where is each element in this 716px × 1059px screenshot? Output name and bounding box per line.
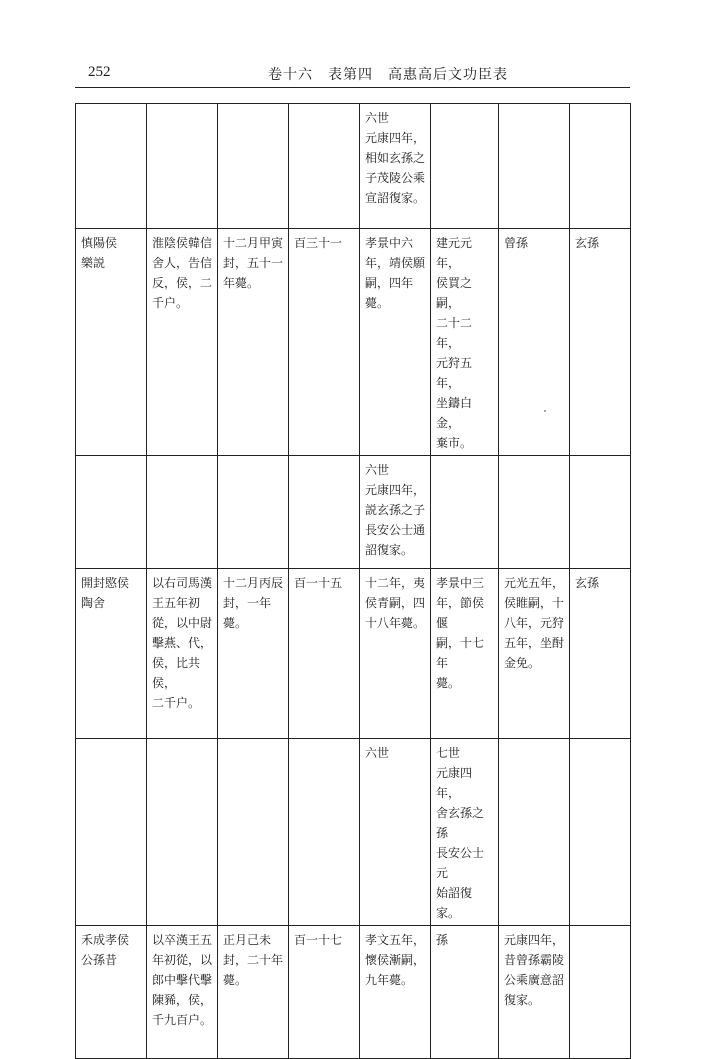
- table-cell: [431, 739, 499, 926]
- table-row: [76, 229, 631, 456]
- table-cell: [570, 456, 631, 569]
- table-cell: [431, 926, 499, 1059]
- table-cell: [218, 739, 289, 926]
- table-cell: [499, 739, 570, 926]
- table-cell: [147, 569, 218, 739]
- table-cell: [431, 104, 499, 229]
- table-cell: [360, 104, 431, 229]
- cell-text: 六世: [365, 746, 390, 760]
- table-cell: [431, 229, 499, 456]
- table-row: [76, 739, 631, 926]
- cell-text: 十二年，夷 侯青嗣，四 十八年薨。: [365, 576, 426, 630]
- table-cell: [431, 569, 499, 739]
- cell-text: 孝景中六 年，靖侯願 嗣，四年薨。: [365, 236, 426, 310]
- genealogy-table: [75, 103, 631, 1059]
- page-number: 252: [88, 64, 111, 80]
- cell-text: 淮陰侯韓信 舍人，告信 反，侯，二 千户。: [152, 236, 213, 310]
- cell-text: 以卒漢王五 年初從，以 郎中擊代擊 陳豨，侯， 千九百户。: [152, 933, 213, 1027]
- table-cell: [76, 739, 147, 926]
- table-cell: [499, 456, 570, 569]
- cell-text: 玄孫: [575, 236, 600, 250]
- table-cell: [147, 229, 218, 456]
- cell-text: 開封愍侯 陶舍: [81, 576, 130, 610]
- table-cell: [76, 926, 147, 1059]
- table-cell: [360, 229, 431, 456]
- cell-text: 六世 元康四年， 相如玄孫之 子茂陵公乘 宣詔復家。: [365, 111, 426, 205]
- table-cell: [570, 229, 631, 456]
- table-cell: [218, 229, 289, 456]
- cell-text: 玄孫: [575, 576, 600, 590]
- table-cell: [360, 739, 431, 926]
- cell-text: 孝文五年， 懷侯漸嗣， 九年薨。: [365, 933, 426, 987]
- table-cell: [289, 569, 360, 739]
- table-cell: [218, 104, 289, 229]
- table-cell: [147, 926, 218, 1059]
- table-cell: [76, 104, 147, 229]
- cell-text: 曾孫: [504, 236, 529, 250]
- table-row: [76, 456, 631, 569]
- table-cell: [360, 926, 431, 1059]
- cell-text: 孫: [436, 933, 449, 947]
- table-cell: [289, 229, 360, 456]
- table-cell: [218, 569, 289, 739]
- table-cell: [218, 926, 289, 1059]
- cell-text: 禾成孝侯 公孫昔: [81, 933, 130, 967]
- table-cell: [218, 456, 289, 569]
- header-rule: [75, 87, 630, 88]
- table-row: [76, 926, 631, 1059]
- table-cell: [360, 569, 431, 739]
- table-cell: [431, 456, 499, 569]
- cell-text: 元康四年， 昔曾孫霸陵 公乘廣意詔 復家。: [504, 933, 565, 1007]
- table-cell: [499, 104, 570, 229]
- cell-text: 百一十五: [294, 576, 343, 590]
- table-cell: [499, 229, 570, 456]
- running-head: 卷十六 表第四 高惠高后文功臣表: [268, 67, 508, 83]
- cell-text: 百三十一: [294, 236, 343, 250]
- table-cell: [76, 229, 147, 456]
- table-cell: [147, 104, 218, 229]
- cell-text: 孝景中三 年，節侯偃 嗣，十七年 薨。: [436, 576, 485, 690]
- cell-text: 以右司馬漢 王五年初 從，以中尉 擊燕、代， 侯，比共侯， 二千户。: [152, 576, 213, 710]
- scan-speck: [544, 410, 546, 412]
- cell-text: 十二月甲寅 封，五十一 年薨。: [223, 236, 284, 290]
- table-cell: [76, 456, 147, 569]
- table-cell: [499, 569, 570, 739]
- table-cell: [289, 926, 360, 1059]
- table-cell: [570, 569, 631, 739]
- table-cell: [570, 739, 631, 926]
- table-row: [76, 104, 631, 229]
- cell-text: 百一十七: [294, 933, 343, 947]
- cell-text: 十二月丙辰 封，一年薨。: [223, 576, 284, 630]
- table-cell: [570, 926, 631, 1059]
- cell-text: 慎陽侯 樂説: [81, 236, 118, 270]
- table-cell: [76, 569, 147, 739]
- cell-text: 六世 元康四年， 説玄孫之子 長安公士通 詔復家。: [365, 463, 426, 557]
- table-cell: [147, 456, 218, 569]
- table-cell: [360, 456, 431, 569]
- cell-text: 正月己未 封，二十年 薨。: [223, 933, 284, 987]
- cell-text: 元光五年， 侯睢嗣，十 八年，元狩 五年，坐酎 金免。: [504, 576, 565, 670]
- table-cell: [289, 456, 360, 569]
- table-row: [76, 569, 631, 739]
- table-cell: [289, 739, 360, 926]
- table-cell: [570, 104, 631, 229]
- cell-text: 建元元年， 侯買之嗣， 二十二年， 元狩五年， 坐鑄白金， 棄市。: [436, 236, 473, 450]
- table-cell: [289, 104, 360, 229]
- table-cell: [499, 926, 570, 1059]
- table-cell: [147, 739, 218, 926]
- cell-text: 七世 元康四年， 舍玄孫之孫 長安公士元 始詔復家。: [436, 746, 485, 920]
